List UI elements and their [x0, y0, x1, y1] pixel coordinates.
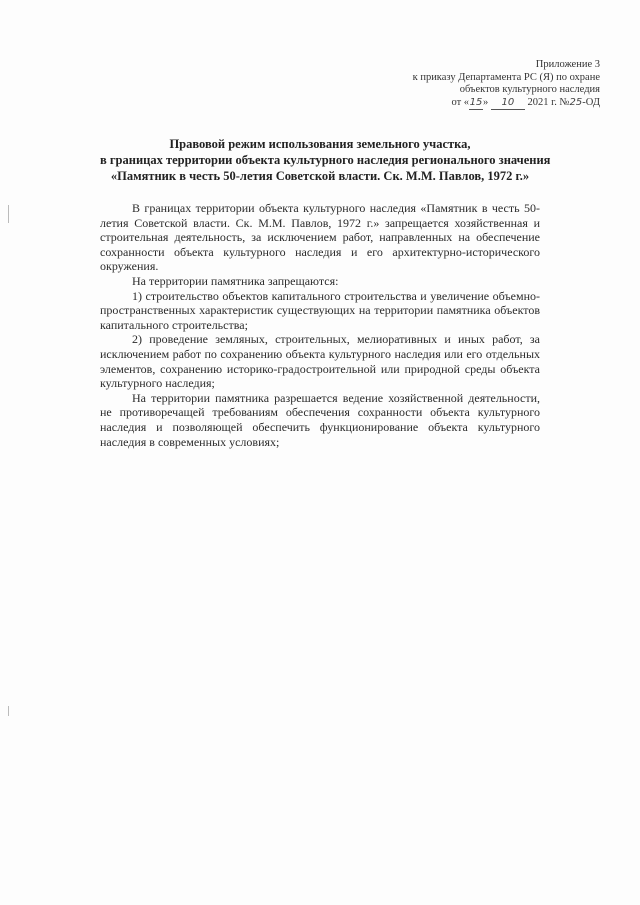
date-year: 2021 г. №	[527, 96, 570, 108]
appendix-block	[300, 59, 600, 110]
appendix-line-3: объектов культурного наследия	[459, 84, 600, 95]
appendix-line-2: к приказу Департамента РС (Я) по охране	[412, 71, 600, 83]
paragraph-1: В границах территории объекта культурного наследия «Памятник в честь 50-летия Советской власти. Ск. М.М. Павлов, 1972 г.» запрещается хозяйственная и строительная деятельность, за исключением работ, направленных на обеспечение сохранности объекта культурного наследия и его архитектурно-исторического окружения.	[100, 201, 540, 274]
appendix-date-line	[300, 97, 600, 111]
title-line-3: «Памятник в честь 50-летия Советской власти. Ск. М.М. Павлов, 1972 г.»	[110, 169, 530, 183]
paragraph-2: На территории памятника запрещаются:	[132, 273, 339, 288]
date-sep: »	[483, 96, 489, 108]
paragraph-3: 1) строительство объектов капитального строительства и увеличение объемно-пространственных характеристик существующих на территории памятника объектов капитального строительства;	[100, 288, 540, 332]
order-suffix: -ОД	[582, 96, 600, 108]
date-day: 15	[469, 97, 483, 111]
document-body	[100, 201, 540, 449]
document-title	[100, 136, 551, 184]
date-month: 10	[491, 97, 525, 111]
order-number: 25	[569, 96, 583, 108]
paragraph-5: На территории памятника разрешается ведение хозяйственной деятельности, не противоречащей требованиям обеспечения сохранности объекта культурного наследия и позволяющей обеспечить функционирование объекта культурного наследия в современных условиях;	[100, 390, 540, 449]
appendix-line-1: Приложение 3	[535, 59, 600, 70]
scan-artifact	[8, 205, 9, 223]
scan-artifact	[8, 706, 9, 716]
title-line-2: в границах территории объекта культурного наследия регионального значения	[100, 153, 551, 167]
date-prefix: от «	[451, 96, 470, 108]
title-line-1: Правовой режим использования земельного участка,	[169, 137, 471, 151]
paragraph-4: 2) проведение земляных, строительных, мелиоративных и иных работ, за исключением работ по сохранению объекта культурного наследия или его отдельных элементов, сохранению историко-градостроительной или природной среды объекта культурного наследия;	[100, 332, 540, 391]
